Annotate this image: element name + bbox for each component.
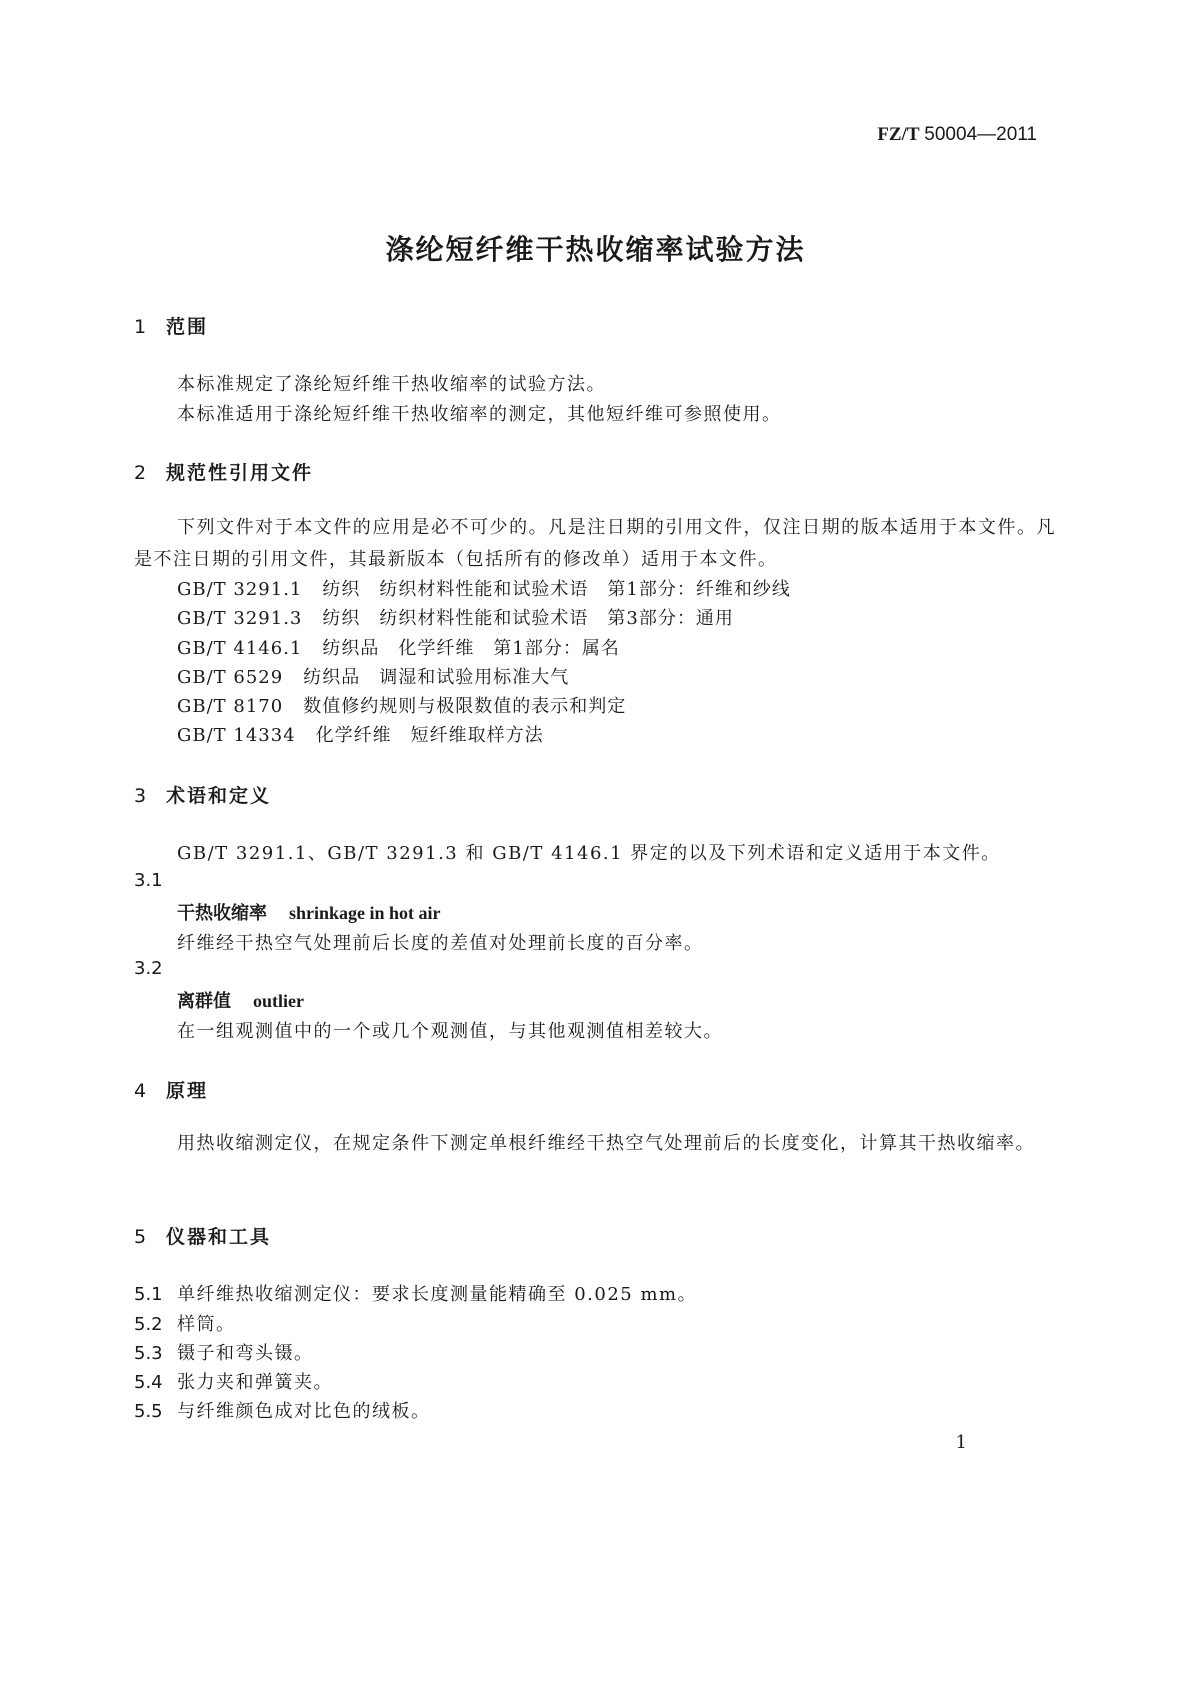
paragraph: 用热收缩测定仪，在规定条件下测定单根纤维经干热空气处理前后的长度变化，计算其干热收缩率。 (177, 1133, 1035, 1154)
section-1-heading (134, 312, 208, 339)
section-number: 5 (134, 1226, 149, 1248)
standard-prefix: FZ/T (877, 124, 920, 145)
paragraph: 下列文件对于本文件的应用是必不可少的。凡是注日期的引用文件，仅注日期的版本适用于本文件。凡是不注日期的引用文件，其最新版本（包括所有的修改单）适用于本文件。 (134, 517, 1056, 570)
list-item (134, 1339, 314, 1365)
section-5-heading (134, 1222, 271, 1249)
section-title: 术语和定义 (166, 785, 272, 807)
reference-title: 纺织 纺织材料性能和试验术语 第3部分：通用 (322, 608, 734, 629)
paragraph: GB/T 3291.1、GB/T 3291.3 和 GB/T 4146.1 界定的以及下列术语和定义适用于本文件。 (177, 843, 1001, 864)
section-number: 2 (134, 462, 149, 484)
section-title: 规范性引用文件 (166, 462, 314, 484)
list-item (134, 1310, 236, 1336)
section-number: 4 (134, 1080, 149, 1102)
term-chinese: 干热收缩率 (177, 903, 267, 924)
term-definition: 在一组观测值中的一个或几个观测值，与其他观测值相差较大。 (177, 1021, 723, 1042)
document-title: 涤纶短纤维干热收缩率试验方法 (385, 233, 806, 266)
item-text: 镊子和弯头镊。 (177, 1343, 314, 1364)
reference-item (177, 604, 754, 630)
reference-code: GB/T 4146.1 (177, 638, 303, 659)
section-title: 范围 (166, 316, 209, 338)
term-heading (177, 899, 441, 925)
term-heading (177, 987, 304, 1013)
standard-number (877, 124, 1037, 146)
item-number: 5.1 (134, 1284, 163, 1305)
item-text: 样筒。 (177, 1314, 236, 1335)
section-number: 3 (134, 785, 149, 807)
term-english: shrinkage in hot air (289, 903, 441, 923)
page-number: 1 (955, 1432, 967, 1453)
term-definition: 纤维经干热空气处理前后长度的差值对处理前长度的百分率。 (177, 933, 704, 954)
term-number: 3.2 (134, 958, 163, 979)
paragraph: 本标准规定了涤纶短纤维干热收缩率的试验方法。 (177, 374, 606, 395)
term-english: outlier (253, 991, 304, 1011)
item-number: 5.2 (134, 1314, 163, 1335)
reference-title: 纺织品 化学纤维 第1部分：属名 (322, 638, 620, 659)
section-2-heading (134, 458, 313, 485)
reference-item (177, 634, 640, 660)
reference-title: 数值修约规则与极限数值的表示和判定 (303, 696, 627, 717)
section-4-heading (134, 1076, 208, 1103)
reference-code: GB/T 3291.1 (177, 579, 303, 600)
item-number: 5.3 (134, 1343, 163, 1364)
reference-item (177, 692, 646, 718)
item-text: 单纤维热收缩测定仪：要求长度测量能精确至 0.025 mm。 (177, 1284, 698, 1305)
paragraph: 本标准适用于涤纶短纤维干热收缩率的测定，其他短纤维可参照使用。 (177, 404, 782, 425)
list-item (134, 1368, 333, 1394)
item-number: 5.5 (134, 1401, 163, 1422)
reference-code: GB/T 8170 (177, 696, 284, 717)
reference-title: 纺织 纺织材料性能和试验术语 第1部分：纤维和纱线 (322, 579, 791, 600)
reference-title: 化学纤维 短纤维取样方法 (315, 725, 544, 746)
section-title: 原理 (166, 1080, 209, 1102)
term-number: 3.1 (134, 870, 163, 891)
section-number: 1 (134, 316, 149, 338)
reference-code: GB/T 3291.3 (177, 608, 303, 629)
term-chinese: 离群值 (177, 991, 231, 1012)
reference-code: GB/T 6529 (177, 667, 284, 688)
reference-item (177, 663, 589, 689)
list-item (134, 1280, 697, 1306)
section-title: 仪器和工具 (166, 1226, 272, 1248)
reference-code: GB/T 14334 (177, 725, 296, 746)
item-number: 5.4 (134, 1372, 163, 1393)
item-text: 张力夹和弹簧夹。 (177, 1372, 333, 1393)
standard-code: 50004—2011 (924, 124, 1037, 145)
item-text: 与纤维颜色成对比色的绒板。 (177, 1401, 431, 1422)
list-item (134, 1397, 431, 1423)
reference-title: 纺织品 调湿和试验用标准大气 (303, 667, 570, 688)
section-3-heading (134, 781, 271, 808)
reference-item (177, 575, 811, 601)
reference-item (177, 721, 564, 747)
